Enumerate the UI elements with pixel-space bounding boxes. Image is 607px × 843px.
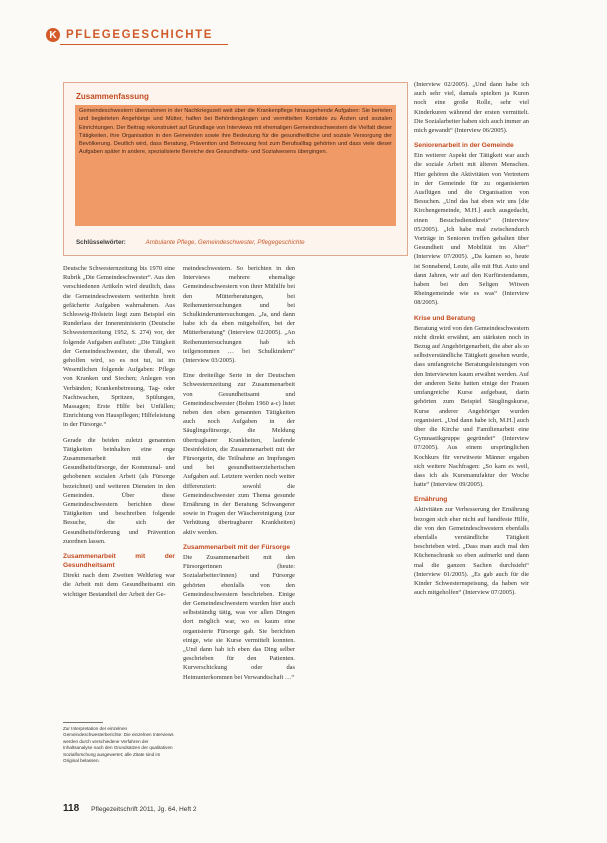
subheading: Krise und Beratung: [414, 314, 476, 322]
keywords: [76, 239, 305, 246]
section-title: PFLEGEGESCHICHTE: [66, 29, 214, 41]
subheading: Zusammenarbeit mit der Gesundheitsamt: [63, 553, 175, 570]
paragraph: Die Zusammenarbeit mit den Fürsorgerinnen (heute: Sozialarbeiter/innen) und Fürsorge gehörten ebenfalls von den Gemeindeschwestern beschrieben. Einige der Gemeindeschwestern wurden hier auch selbstständig tätig, was vor allen Dingen dort möglich war, wo es kaum eine organisierte Fürsorge gab. Sie berichten einige, wie sie Kurse vermittelt konnten. „Und dann hab ich eben das Ding selber geschrieben für den Patienten. Kurverschickung oder das Heimunterkommen bei Verwandtschaft …“: [183, 553, 295, 681]
text-column-middle: [183, 264, 295, 688]
paragraph: Eine dreiteilige Serie in der Deutschen Schwesternzeitung zur Zusammenarbeit von Gesundheitsamt und Gemeindeschwester (Bohm 1960 a-c) listet neben den oben genannten Tätigkeiten auch noch Aufgaben in der Säuglingsfürsorge, die Meldung übertragbarer Krankheiten, laufende Desinfektion, die Zusammenarbeit mit der Fürsorgerin, die Teilnahme an Impfungen und bei gesundheitserzieherischen Aufgaben auf. Letztere werden noch weiter differenziert: sowohl die Gemeindeschwester zum Thema gesunde Ernährung in der Beratung Schwangerer sowie in Fragen der Wäschereinigung (zur Verhütung übertragbarer Krankheiten) aktiv werden.: [183, 372, 295, 536]
footnote: Zur Interpretation der einzelnen Gemeindeschwesterberichte: Die einzelnen Interviews werden durch verschiedene Verfahren der Inhaltsanalyse nach den Grundsätzen der qualitativen Sozialforschung ausgewertet; alle Zitate sind im Original belassen.: [63, 726, 174, 764]
paragraph: Aktivitäten zur Verbesserung der Ernährung bezogen sich eher nicht auf handfeste Hilfe, die von den Gemeindeschwestern ebenfalls ebenfalls verständliche Tätigkeit beschrieben wird. „Dass man auch mal den Küchenschrank so eben aufmerkt und dann mal die ganzen Sachen durchsieht“ (Interview 01/2005). „Es gab auch für die Kinder Schwesternspeisung, da haben wir auch mitgeholfen“ (Interview 07/2005).: [414, 506, 529, 597]
paragraph: Deutsche Schwesternzeitung bis 1970 eine Rubrik „Die Gemeindeschwester“. Aus den verschiedenen Artikeln wird deutlich, dass die Gemeindeschwestern weiterhin breit gefächerte Aufgaben wahrnahmen. Aus Schleswig-Holstein liegt zum Beispiel ein Runderlass der Innenministerin (Deutsche Schwesternzeitung 1952, S. 274) vor, der folgende Aufgaben auflistet: „Die Tätigkeit der Gemeindeschwester, die überall, wo geholfen wird, so es not tut, ist im Wesentlichen folgende Aufgaben: Pflege von Kranken und Siechen; Anlegen von Verbänden; Krankenbetreuung, Tag- oder Nachtwachen, Spritzen, Spülungen, Massagen; Erste Hilfe bei Unfällen; Einrichtung von Hauspflegen; Hilfeleistung in der Fürsorge.“: [63, 265, 175, 429]
section-icon: K: [46, 28, 60, 42]
summary-text: Gemeindeschwestern übernahmen in der Nachkriegszeit weit über die Krankenpflege hinausgehende Aufgaben: Sie berieten und begleiteten Angehörige und Mütter, halfen bei Behördengängen und vermittelten Kontakte zu Ärzten und sozialen Einrichtungen. Der Beitrag rekonstruiert auf Grundlage von Interviews mit ehemaligen Gemeindeschwestern die Vielfalt dieser Tätigkeiten, ihre Organisation in den Gemeinden sowie ihre Bedeutung für die gesundheitliche und soziale Versorgung der Bevölkerung. Deutlich wird, dass Beratung, Prävention und Betreuung fest zum Berufsalltag gehörten und dass viele dieser Aufgaben später in andere, spezialisierte Bereiche des Gesundheits- und Sozialwesens übergingen.: [75, 105, 396, 226]
text-column-right: [414, 80, 529, 603]
paragraph: meindeschwestern. So berichten in den Interviews mehrere ehemalige Gemeindeschwestern von ihrer Mithilfe bei den Mütterberatungen, bei Reihenuntersuchungen und bei Schulkinderuntersuchungen. „Ja, und dann habe ich da eben mitgeholfen, bei der Mütterberatung“ (Interview 02/2005). „An Reihenuntersuchungen hab ich teilgenommen … bei Schulkindern“ (Interview 03/2005).: [183, 265, 295, 365]
journal-citation: Pflegezeitschrift 2011, Jg. 64, Heft 2: [91, 806, 197, 813]
subheading: Seniorenarbeit in der Gemeinde: [414, 142, 514, 150]
paragraph: Gerade die beiden zuletzt genannten Tätigkeiten beinhalten eine enge Zusammenarbeit mit der Gesundheitsfürsorge, der Kommunal- und gehobenen sozialen Arbeit (als Fürsorge bezeichnet) und weiteren Diensten in den Gemeinden. Über diese Gemeindeschwestern berichten diese Tätigkeiten und beschreiben folgende Besuche, die sich der Gesundheitsförderung und Prävention zuordnen lassen.: [63, 436, 175, 545]
paragraph: Direkt nach dem Zweiten Weltkrieg war die Arbeit mit dem Gesundheitsamt ein wichtiger Bestandteil der Arbeit der Ge-: [63, 572, 175, 598]
page-number: 118: [63, 803, 80, 814]
summary-heading: Zusammenfassung: [76, 92, 149, 101]
text-column-left: [63, 264, 175, 605]
subheading: Zusammenarbeit mit der Fürsorge: [183, 543, 290, 551]
subheading: Ernährung: [414, 496, 448, 504]
keywords-label: Schlüsselwörter:: [76, 239, 126, 246]
keywords-value: Ambulante Pflege, Gemeindeschwester, Pflegegeschichte: [145, 239, 305, 246]
paragraph: Ein weiterer Aspekt der Tätigkeit war auch die soziale Arbeit mit älteren Menschen. Hier gehören die Aktivitäten von Vertretern in der Gemeinde für zu organisierten Ausflügen und die Organisation von Besuchen. „Und das hat eben wir uns [die Kirchengemeinde, M.H.] auch ausgedacht, einen Besuchsdienstkreis“ (Interview 05/2005). „Ich habe mal zwischendurch Vorträge in Senioren treffen gehalten über Gesundheit und Mobilität im Alter“ (Interview 07/2005). „Da kamen so, heute ist Sonnabend, Leute, alle mit Hut. Auto und dann Jahren, wir auf den Kurfürstendamm, haben bei den Seligen Witwen Rheingemeinde wie es was“ (Interview 08/2005).: [414, 152, 529, 307]
header-divider: [60, 44, 228, 45]
summary-box: [63, 82, 408, 256]
page-footer: [63, 803, 197, 814]
section-header: [46, 26, 213, 44]
paragraph: (Interview 02/2005). „Und dann habe ich auch sehr viel, damals spielten ja Kuren noch eine große Rolle, sehr viel Kinderkuren während der ersten vermittelt. Die Sozialarbeiter haben sich auch immer an mich gewandt“ (Interview 06/2005).: [414, 81, 529, 135]
paragraph: Beratung wird von den Gemeindeschwestern nicht direkt erwähnt, am stärksten noch in Bezug auf Angehörigenarbeit, die aber als so selbstverständliche Tätigkeit gesehen wurde, dass umfangreiche Beratungsleistungen von den Interviewten kaum erwähnt werden. Auf der anderen Seite hatten einige der Frauen umfangreiche Kurse aufgebaut, darin gehörten zum Beispiel Säuglingskurse, Kurse anderer Angehöriger wurden organisiert. „Und dann habe ich, M.H.] auch über die Kirche und Familienarbeit eine Gymnastikgruppe gegründet“ (Interview 07/2005). Aus einem ursprünglichen Kochkurs für verwitwete Männer ergaben sich weitere Nachfragen: „So kam es weil, dass ich als Kursmanufaktur der Woche hatte“ (Interview 09/2005).: [414, 324, 529, 489]
footnote-divider: [63, 722, 103, 723]
